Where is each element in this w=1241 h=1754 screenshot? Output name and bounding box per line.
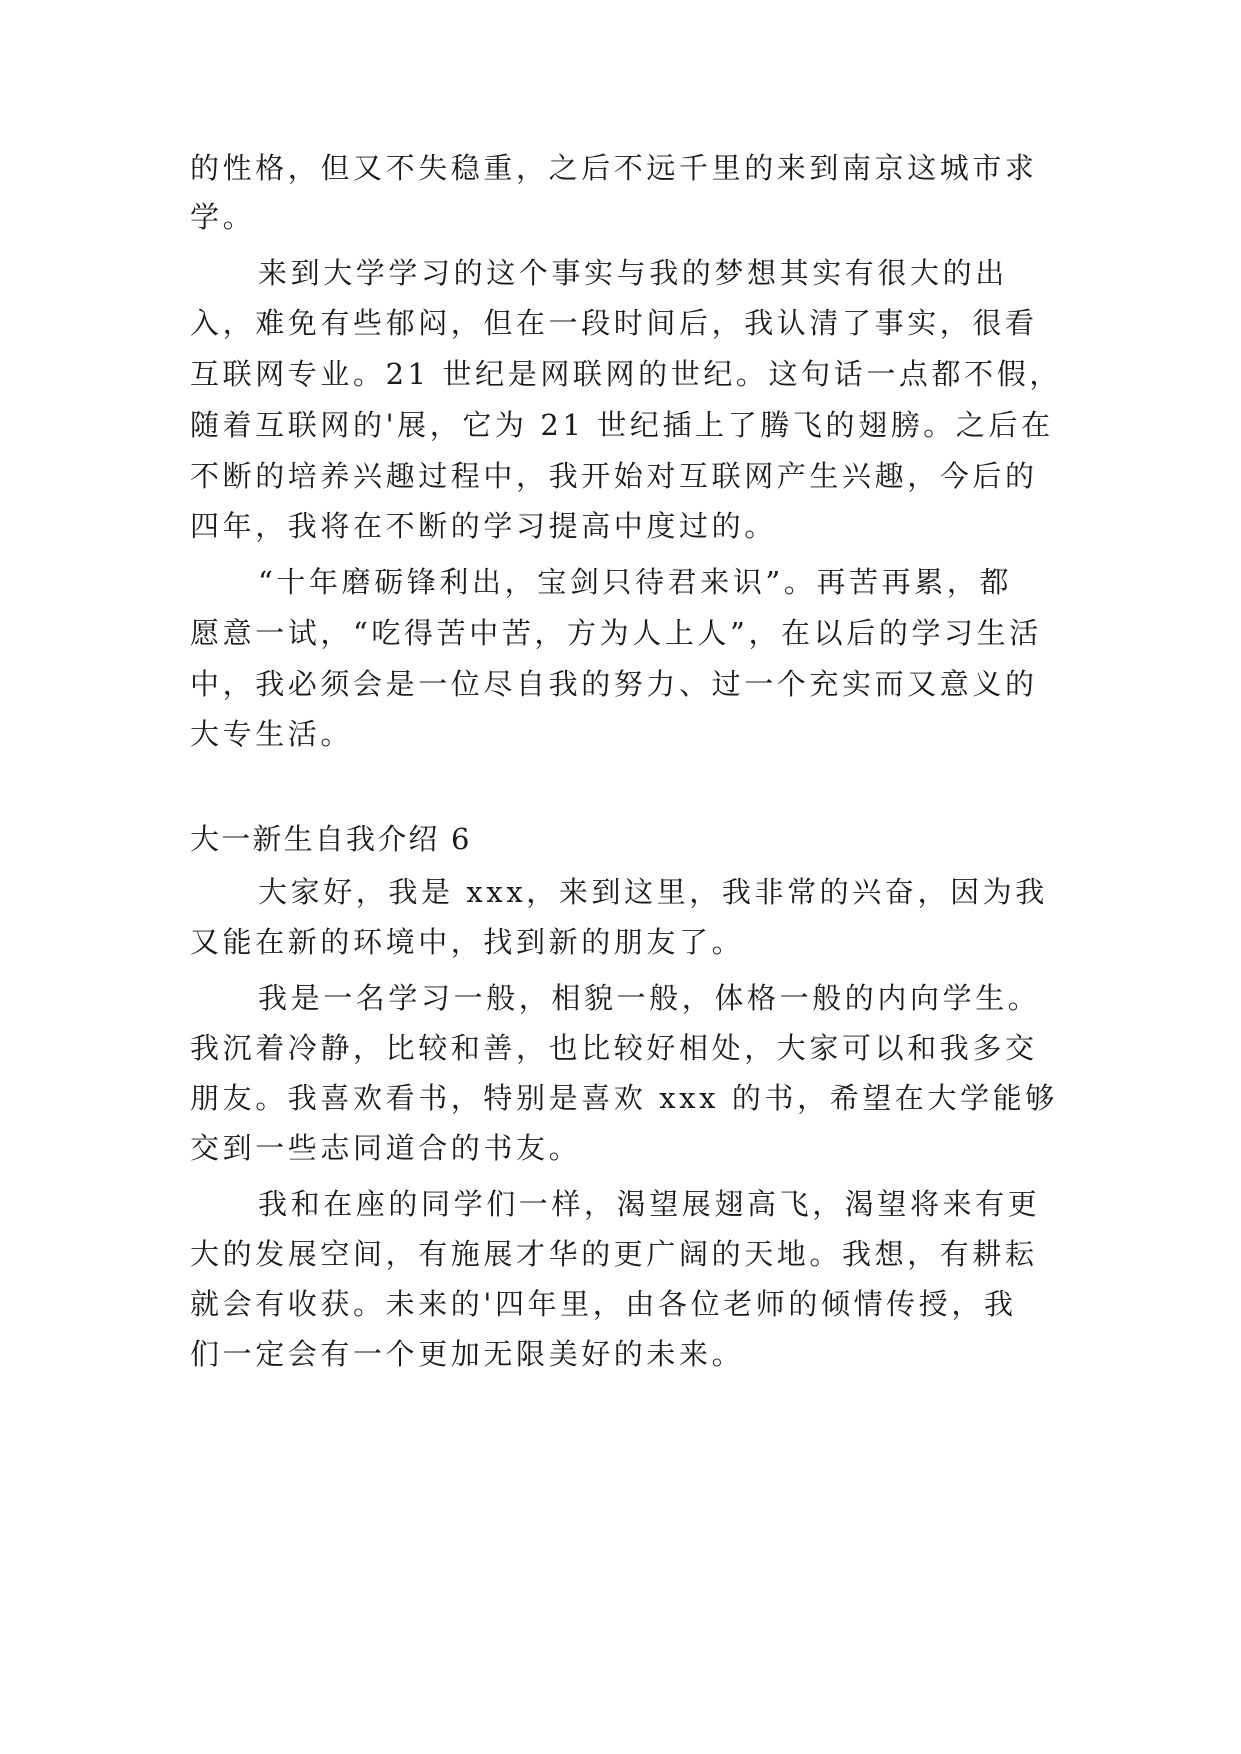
paragraph-line: 随着互联网的'展，它为 21 世纪插上了腾飞的翅膀。之后在 (190, 408, 1054, 442)
paragraph-line: 入，难免有些郁闷，但在一段时间后，我认清了事实，很看 (190, 306, 1038, 340)
paragraph-line: 我是一名学习一般，相貌一般，体格一般的内向学生。 (258, 981, 1041, 1015)
paragraph-line: “十年磨砺锋利出，宝剑只待君来识”。再苦再累，都 (258, 565, 1013, 599)
paragraph-line: 们一定会有一个更加无限美好的未来。 (190, 1337, 745, 1371)
paragraph-line: 学。 (190, 200, 256, 234)
paragraph-line: 又能在新的环境中，找到新的朋友了。 (190, 925, 745, 959)
paragraph-line: 愿意一试，“吃得苦中苦，方为人上人”，在以后的学习生活 (190, 616, 1042, 650)
paragraph-line: 朋友。我喜欢看书，特别是喜欢 xxx 的书，希望在大学能够 (190, 1081, 1058, 1115)
paragraph-line: 不断的培养兴趣过程中，我开始对互联网产生兴趣，今后的 (190, 459, 1038, 493)
paragraph-line: 就会有收获。未来的'四年里，由各位老师的倾情传授，我 (190, 1287, 1017, 1321)
section-heading: 大一新生自我介绍 6 (190, 822, 472, 856)
paragraph-line: 大家好，我是 xxx，来到这里，我非常的兴奋，因为我 (258, 875, 1048, 909)
paragraph-line: 我沉着冷静，比较和善，也比较好相处，大家可以和我多交 (190, 1031, 1038, 1065)
paragraph-line: 大的发展空间，有施展才华的更广阔的天地。我想，有耕耘 (190, 1237, 1038, 1271)
paragraph-line: 互联网专业。21 世纪是网联网的世纪。这句话一点都不假， (190, 357, 1062, 391)
paragraph-line: 来到大学学习的这个事实与我的梦想其实有很大的出 (258, 256, 1008, 290)
paragraph-line: 交到一些志同道合的书友。 (190, 1131, 582, 1165)
paragraph-line: 大专生活。 (190, 717, 354, 751)
paragraph-line: 我和在座的同学们一样，渴望展翅高飞，渴望将来有更 (258, 1187, 1041, 1221)
paragraph-line: 四年，我将在不断的学习提高中度过的。 (190, 509, 777, 543)
paragraph-line: 中，我必须会是一位尽自我的努力、过一个充实而又意义的 (190, 667, 1038, 701)
paragraph-line: 的性格，但又不失稳重，之后不远千里的来到南京这城市求 (190, 151, 1038, 185)
